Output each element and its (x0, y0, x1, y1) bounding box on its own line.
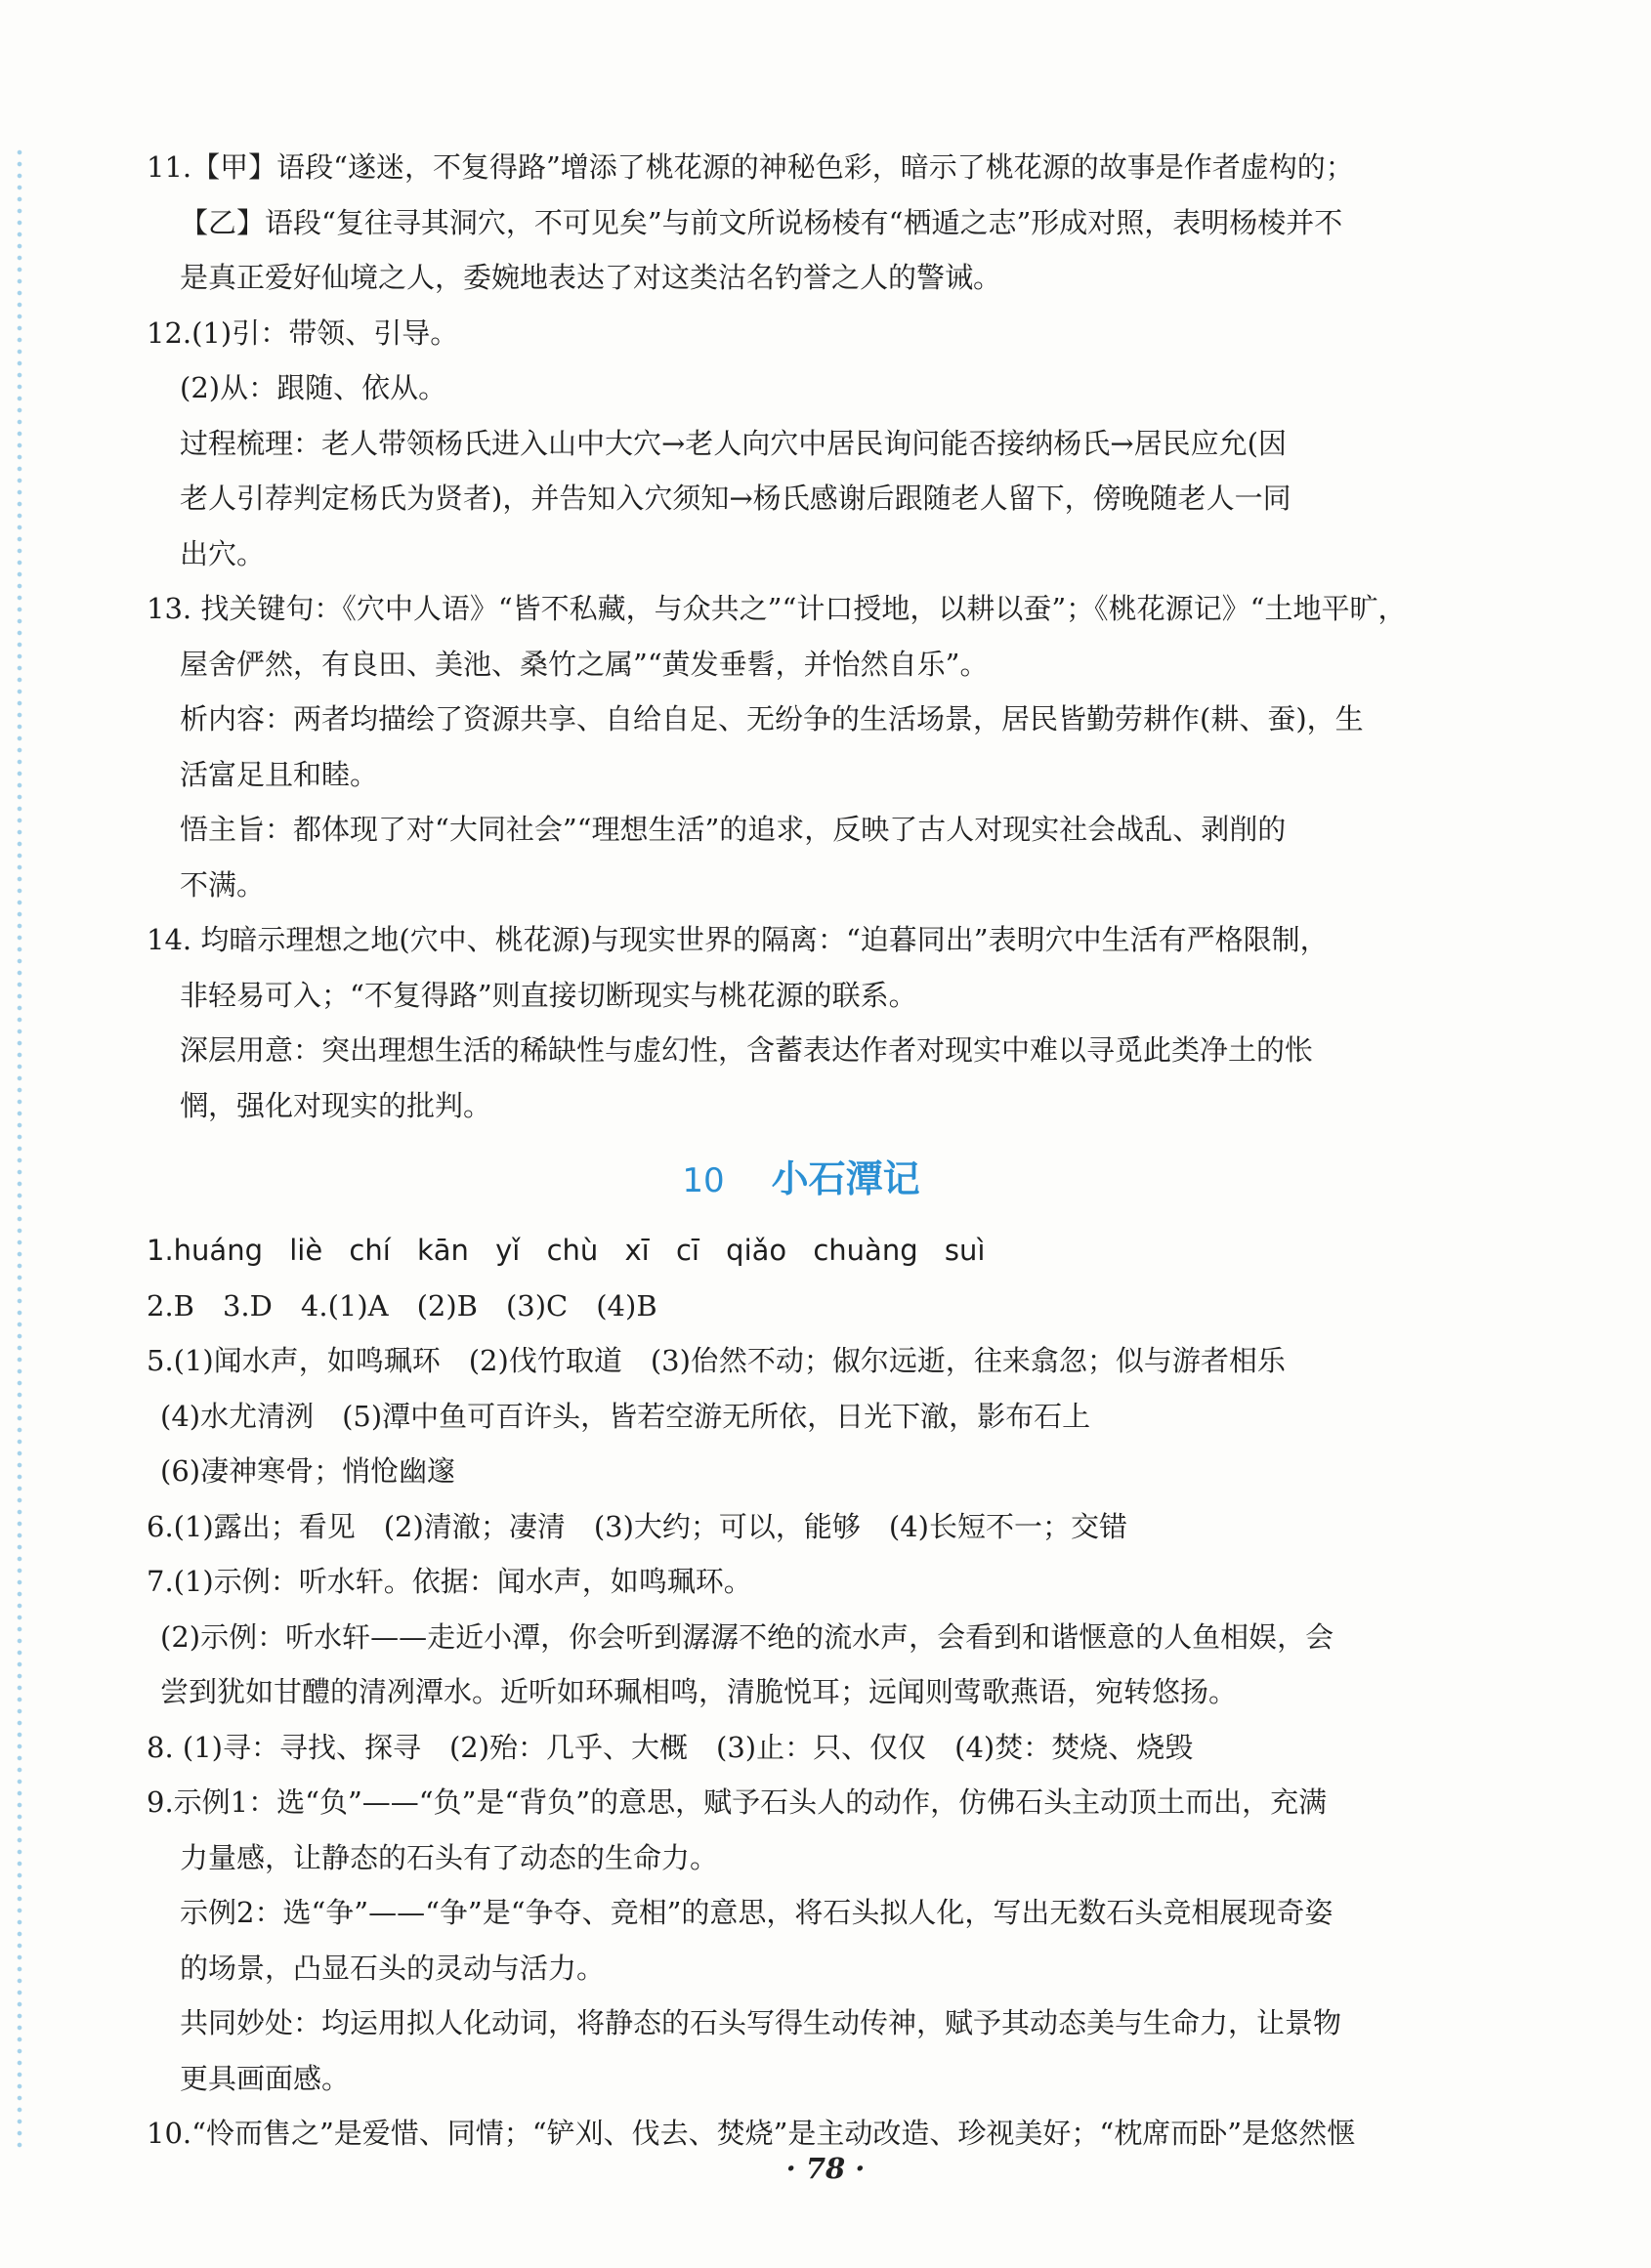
answer-line: 共同妙处：均运用拟人化动词，将静态的石头写得生动传神，赋予其动态美与生命力，让景物 (180, 2006, 1342, 2039)
answer-line: 尝到犹如甘醴的清冽潭水。近听如环珮相鸣，清脆悦耳；远闻则莺歌燕语，宛转悠扬。 (160, 1675, 1238, 1708)
answer-content (147, 140, 1456, 2162)
answer-line: 8. (1)寻：寻找、探寻 (2)殆：几乎、大概 (3)止：只、仅仅 (4)焚：焚烧、烧毁 (147, 1730, 1194, 1764)
answer-line: 非轻易可入；“不复得路”则直接切断现实与桃花源的联系。 (180, 978, 917, 1012)
answer-line: 6.(1)露出；看见 (2)清澈；凄清 (3)大约；可以，能够 (4)长短不一；交错 (147, 1509, 1127, 1543)
answer-line: 11.【甲】语段“遂迷，不复得路”增添了桃花源的神秘色彩，暗示了桃花源的故事是作者虚构的； (147, 150, 1354, 184)
answer-line: 5.(1)闻水声，如鸣珮环 (2)伐竹取道 (3)佁然不动；俶尔远逝，往来翕忽；似与游者相乐 (147, 1344, 1286, 1377)
answer-line: 惘，强化对现实的批判。 (180, 1088, 492, 1122)
answer-line: 是真正爱好仙境之人，委婉地表达了对这类沽名钓誉之人的警诫。 (180, 261, 1002, 294)
binding-holes (14, 147, 25, 2149)
answer-line: 的场景，凸显石头的灵动与活力。 (180, 1951, 606, 1985)
answer-line: (2)示例：听水轩——走近小潭，你会听到潺潺不绝的流水声，会看到和谐惬意的人鱼相娱，会 (160, 1619, 1334, 1654)
answer-line: 13. 找关键句：《穴中人语》“皆不私藏，与众共之”“计口授地，以耕以蚕”；《桃花源记》“土地平旷， (147, 592, 1407, 625)
answer-line: 【乙】语段“复往寻其洞穴，不可见矣”与前文所说杨棱有“栖遁之志”形成对照，表明杨棱并不 (180, 205, 1343, 239)
answer-line: 析内容：两者均描绘了资源共享、自给自足、无纷争的生活场景，居民皆勤劳耕作(耕、蚕)，生 (180, 702, 1364, 735)
answer-line: (2)从：跟随、依从。 (180, 371, 447, 404)
answer-line: 屋舍俨然，有良田、美池、桑竹之属”“黄发垂髫，并怡然自乐”。 (180, 647, 989, 681)
answer-line: 14. 均暗示理想之地(穴中、桃花源)与现实世界的隔离：“迫暮同出”表明穴中生活有严格限制， (147, 923, 1329, 956)
answer-line: 悟主旨：都体现了对“大同社会”“理想生活”的追求，反映了古人对现实社会战乱、剥削的 (180, 813, 1287, 846)
answer-line: 更具画面感。 (180, 2061, 351, 2095)
answer-line: 过程梳理：老人带领杨氏进入山中大穴→老人向穴中居民询问能否接纳杨氏→居民应允(因 (180, 426, 1287, 460)
section-heading (147, 1141, 1456, 1217)
answer-line: 9.示例1：选“负”——“负”是“背负”的意思，赋予石头人的动作，仿佛石头主动顶土而出，充满 (147, 1785, 1328, 1819)
pinyin-answer-line: 1.huáng liè chí kān yǐ chù xī cī qiǎo chuàng suì (147, 1234, 986, 1267)
answer-line: (4)水尤清洌 (5)潭中鱼可百许头，皆若空游无所依，日光下澈，影布石上 (160, 1399, 1091, 1433)
answer-line: 出穴。 (180, 536, 266, 570)
answers-section-9 (147, 140, 1456, 1133)
section-number: 10 (682, 1161, 725, 1200)
answers-section-10 (147, 1279, 1456, 2162)
section-title: 小石潭记 (771, 1157, 920, 1200)
answer-line: 10.“怜而售之”是爱惜、同情；“铲刈、伐去、焚烧”是主动改造、珍视美好；“枕席而卧”是悠然惬 (147, 2117, 1356, 2150)
answer-line: 不满。 (180, 867, 266, 902)
answer-line: 7.(1)示例：听水轩。依据：闻水声，如鸣珮环。 (147, 1565, 752, 1598)
answer-line: 示例2：选“争”——“争”是“争夺、竞相”的意思，将石头拟人化，写出无数石头竞相展现奇姿 (180, 1896, 1334, 1929)
answer-line: 2.B 3.D 4.(1)A (2)B (3)C (4)B (147, 1288, 657, 1323)
answer-line: 深层用意：突出理想生活的稀缺性与虚幻性，含蓄表达作者对现实中难以寻觅此类净土的怅 (180, 1033, 1314, 1067)
page-number: · 78 · (785, 2152, 866, 2185)
answer-line: (6)凄神寒骨；悄怆幽邃 (160, 1454, 456, 1488)
answer-line: 活富足且和睦。 (180, 757, 379, 791)
answer-line: 力量感，让静态的石头有了动态的生命力。 (180, 1840, 719, 1874)
answer-line: 老人引荐判定杨氏为贤者)，并告知入穴须知→杨氏感谢后跟随老人留下，傍晚随老人一同 (180, 482, 1291, 515)
answer-line: 12.(1)引：带领、引导。 (147, 315, 459, 350)
